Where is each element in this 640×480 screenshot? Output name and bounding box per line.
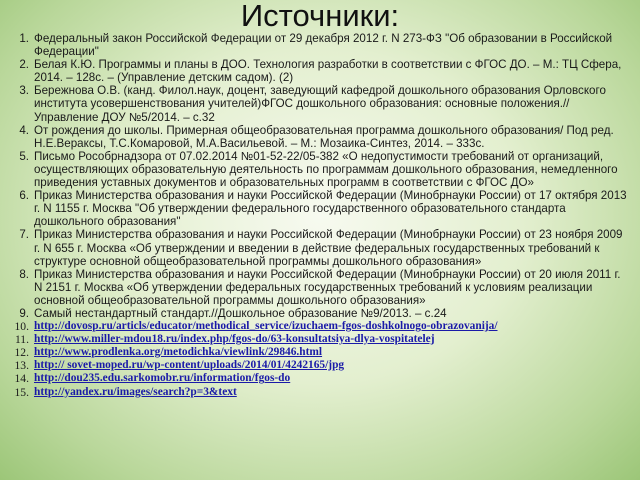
source-item [12, 124, 630, 150]
source-item [12, 58, 630, 84]
source-link-item[interactable] [12, 386, 630, 399]
source-link-item[interactable] [12, 333, 630, 346]
item-number: 6. [19, 189, 29, 203]
item-text: Приказ Министерства образования и науки Российской Федерации (Минобрнауки России) от 17 октября 2013 г. N 1155 г. Москва "Об утверждении федерального государственного образовательного стандарта дошкольного образования" [34, 189, 627, 229]
source-link[interactable]: http:// sovet-moped.ru/wp-content/uploads/2014/01/4242165/jpg [34, 359, 345, 372]
source-item [12, 307, 630, 320]
item-number: 9. [19, 306, 29, 320]
item-number: 4. [19, 123, 29, 137]
source-link-item[interactable] [12, 346, 630, 359]
item-text: От рождения до школы. Примерная общеобразовательная программа дошкольного образования/ Под ред. Н.Е.Вераксы, Т.С.Комаровой, М.А.Васильевой. – М.: Мозаика-Синтез, 2014. – 333с. [34, 123, 614, 150]
source-item [12, 268, 630, 307]
item-number: 14. [14, 372, 29, 386]
source-item [12, 228, 630, 267]
item-number: 11. [14, 333, 29, 347]
item-text: Самый нестандартный стандарт.//Дошкольное образование №9/2013. – с.24 [34, 306, 447, 320]
source-link[interactable]: http://dovosp.ru/articls/educator/methodical_service/izuchaem-fgos-doshkolnogo-obrazovanija/ [34, 320, 498, 333]
source-item [12, 32, 630, 58]
slide-title: Источники: [240, 0, 400, 33]
source-item [12, 84, 630, 123]
item-number: 8. [19, 267, 29, 281]
item-number: 5. [19, 149, 29, 163]
item-number: 7. [19, 228, 29, 242]
item-number: 12. [14, 346, 29, 360]
source-link[interactable]: http://www.prodlenka.org/metodichka/viewlink/29846.html [34, 346, 323, 359]
item-text: Белая К.Ю. Программы и планы в ДОО. Технология разработки в соответствии с ФГОС ДО. – М.: ТЦ Сфера, 2014. – 128с. – (Управление детским садом). (2) [34, 58, 622, 85]
item-text: Приказ Министерства образования и науки Российской Федерации (Минобрнауки России) от 20 июля 2011 г. N 2151 г. Москва «Об утверждении федеральных государственных требований к условиям реализации основной общеобразовательной программы дошкольного образования» [34, 267, 621, 307]
item-text: Письмо Рособрнадзора от 07.02.2014 №01-52-22/05-382 «О недопустимости требований от организаций, осуществляющих образовательную деятельность по программам дошкольного образования, немедленного приведения уставных документов и образовательных программ в соответствии с ФГОС ДО» [34, 149, 618, 190]
source-link[interactable]: http://yandex.ru/images/search?p=3&text [34, 385, 237, 398]
source-item [12, 150, 630, 189]
source-link[interactable]: http://dou235.edu.sarkomobr.ru/information/fgos-do [34, 372, 291, 385]
source-item [12, 189, 630, 228]
item-text: Приказ Министерства образования и науки Российской Федерации (Минобрнауки России) от 23 ноября 2009 г. N 655 г. Москва «Об утверждении и введении в действие федеральных государственных требований к структуре основной общеобразовательной программы дошкольного образования» [34, 228, 623, 268]
sources-list [12, 32, 630, 399]
item-text: Бережнова О.В. (канд. Филол.наук, доцент, заведующий кафедрой дошкольного образования Орловского института усовершенствования учителей)ФГОС дошкольного образования: основные положения.//Управление ДОУ №5/2014. – с.32 [34, 84, 606, 124]
source-link[interactable]: http://www.miller-mdou18.ru/index.php/fgos-do/63-konsultatsiya-dlya-vospitatelej [34, 333, 435, 346]
item-number: 10. [14, 320, 29, 334]
item-text: Федеральный закон Российской Федерации от 29 декабря 2012 г. N 273-ФЗ "Об образовании в Российской Федерации" [34, 32, 613, 59]
item-number: 2. [19, 58, 29, 72]
item-number: 13. [14, 359, 29, 373]
item-number: 1. [19, 32, 29, 45]
source-link-item[interactable] [12, 320, 630, 333]
source-link-item[interactable] [12, 372, 630, 385]
source-link-item[interactable] [12, 359, 630, 372]
item-number: 3. [19, 84, 29, 98]
item-number: 15. [14, 385, 29, 399]
